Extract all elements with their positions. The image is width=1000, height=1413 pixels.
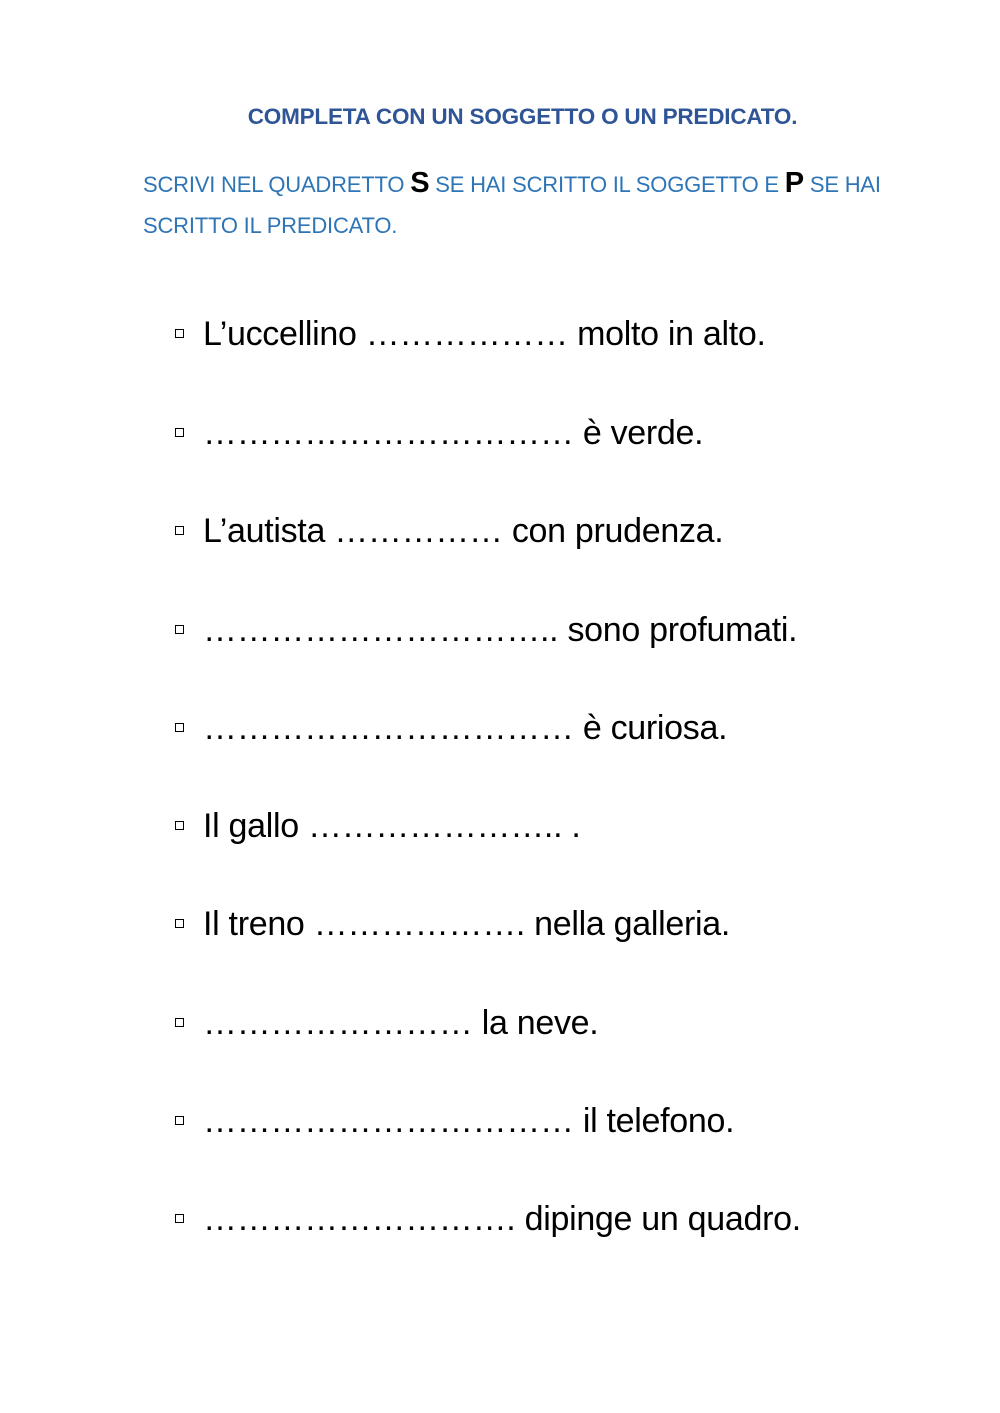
instruction-text: [143, 163, 923, 246]
sentence-text: …………………………… il telefono.: [203, 1102, 735, 1140]
instruction-part-2: SE HAI SCRITTO IL SOGGETTO E: [429, 172, 785, 197]
sentence-text: ………………………….. sono profumati.: [203, 611, 798, 649]
answer-checkbox[interactable]: [175, 1116, 184, 1125]
answer-checkbox[interactable]: [175, 1214, 184, 1223]
sentence-text: L’autista …………… con prudenza.: [203, 512, 724, 550]
answer-checkbox[interactable]: [175, 1018, 184, 1027]
answer-checkbox[interactable]: [175, 919, 184, 928]
answer-checkbox[interactable]: [175, 821, 184, 830]
sentence-text: Il treno ………………. nella galleria.: [203, 905, 731, 943]
sentence-text: …………………………… è curiosa.: [203, 709, 728, 747]
answer-checkbox[interactable]: [175, 428, 184, 437]
sentence-text: L’uccellino ……………… molto in alto.: [203, 315, 766, 353]
sentence-text: ………………………. dipinge un quadro.: [203, 1200, 801, 1238]
worksheet-title: COMPLETA CON UN SOGGETTO O UN PREDICATO.: [247, 104, 798, 129]
instruction-part-3: SE HAI SCRITTO IL PREDICATO.: [143, 172, 881, 238]
letter-s: S: [410, 167, 430, 199]
letter-p: P: [784, 167, 804, 199]
sentence-text: Il gallo ………………….. .: [203, 807, 581, 845]
answer-checkbox[interactable]: [175, 625, 184, 634]
sentence-text: …………………………… è verde.: [203, 414, 704, 452]
instruction-part-1: SCRIVI NEL QUADRETTO: [143, 172, 411, 197]
answer-checkbox[interactable]: [175, 526, 184, 535]
answer-checkbox[interactable]: [175, 723, 184, 732]
answer-checkbox[interactable]: [175, 329, 184, 338]
sentence-text: …………………… la neve.: [203, 1004, 599, 1042]
